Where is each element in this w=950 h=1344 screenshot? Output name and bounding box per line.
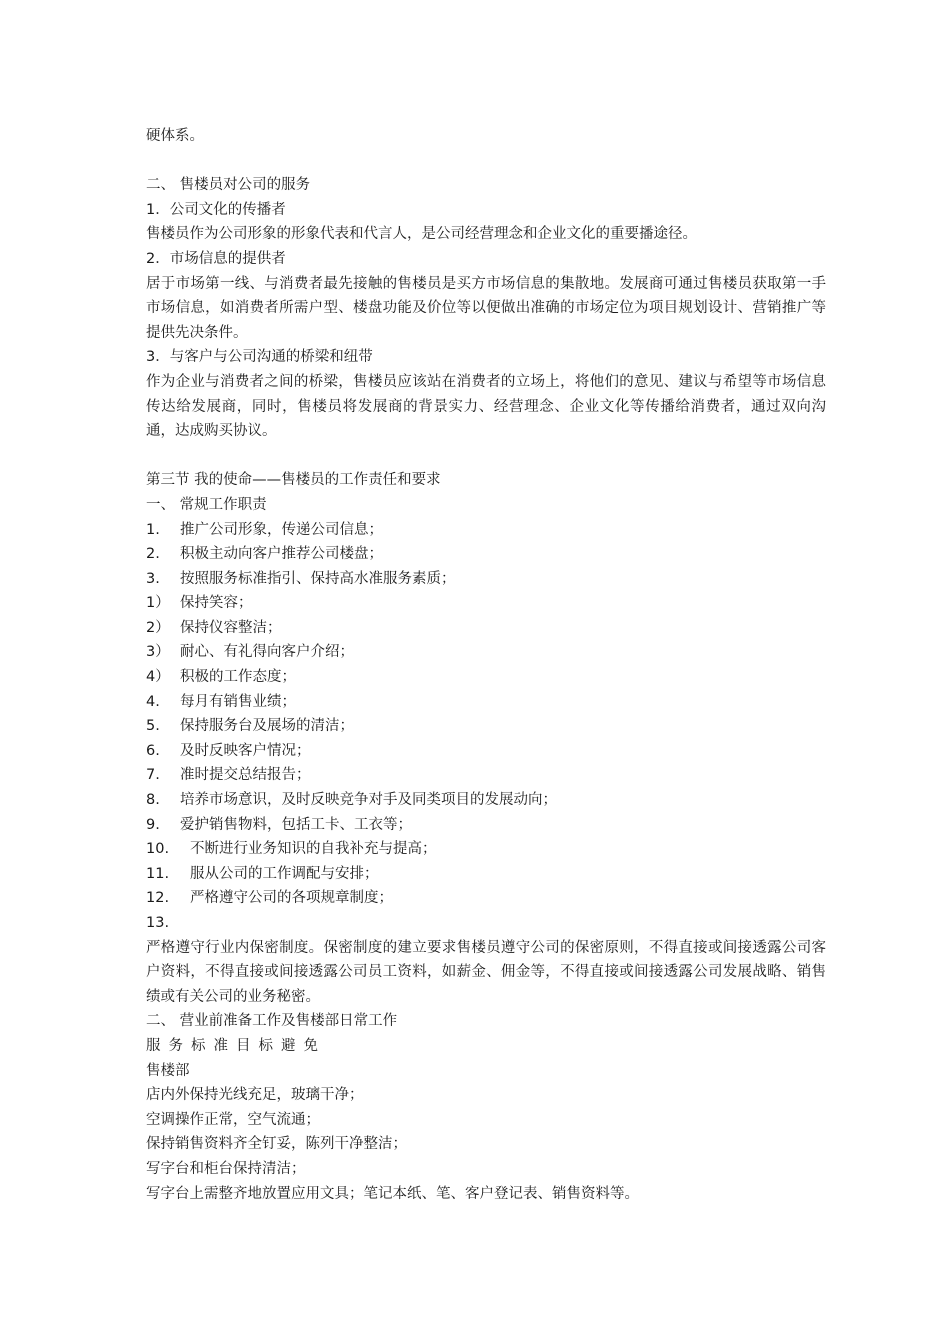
list-text: 推广公司形象，传递公司信息； <box>180 521 383 538</box>
list-item <box>146 837 826 862</box>
list-text: 耐心、有礼得向客户介绍； <box>180 644 354 661</box>
list-number: 12. <box>146 890 170 907</box>
subheading: 1．公司文化的传播者 <box>146 201 286 218</box>
list-number: 4） <box>146 669 170 686</box>
list-item <box>146 690 826 715</box>
list-item <box>146 862 826 887</box>
list-number: 5. <box>146 718 160 735</box>
list-number: 11. <box>146 865 170 882</box>
list-text: 积极主动向客户推荐公司楼盘； <box>180 546 383 563</box>
blank-line <box>146 444 826 469</box>
document-page <box>146 124 826 1206</box>
list-text: 准时提交总结报告； <box>180 767 311 784</box>
duty-list <box>146 518 826 936</box>
paragraph: 保持销售资料齐全钉妥，陈列干净整洁； <box>146 1136 407 1153</box>
list-item <box>146 911 826 936</box>
list-item <box>146 714 826 739</box>
list-text: 保持服务台及展场的清洁； <box>180 718 354 735</box>
list-text: 按照服务标准指引、保持高水准服务素质； <box>180 570 456 587</box>
list-number: 2. <box>146 546 160 563</box>
list-text: 积极的工作态度； <box>180 669 296 686</box>
list-number: 4. <box>146 693 160 710</box>
list-item <box>146 788 826 813</box>
list-number: 9. <box>146 816 160 833</box>
list-text: 及时反映客户情况； <box>180 742 311 759</box>
section-heading: 二、 营业前准备工作及售楼部日常工作 <box>146 1013 398 1030</box>
table-header-row: 服务标准目标避免 <box>146 1037 326 1054</box>
paragraph: 严格遵守行业内保密制度。保密制度的建立要求售楼员遵守公司的保密原则，不得直接或间接透露公司客户资料，不得直接或间接透露公司员工资料，如薪金、佣金等，不得直接或间接透露公司发展战略、销售绩或有关公司的业务秘密。 <box>146 939 826 1005</box>
list-number: 3. <box>146 570 160 587</box>
list-number: 13. <box>146 915 170 931</box>
list-item <box>146 665 826 690</box>
list-number: 2） <box>146 619 170 636</box>
paragraph: 写字台和柜台保持清洁； <box>146 1160 306 1177</box>
paragraph: 作为企业与消费者之间的桥梁，售楼员应该站在消费者的立场上，将他们的意见、建议与希望等市场信息传达给发展商，同时，售楼员将发展商的背景实力、经营理念、企业文化等传播给消费者，通过双向沟通，达成购买协议。 <box>146 373 826 440</box>
paragraph: 店内外保持光线充足，玻璃干净； <box>146 1087 364 1104</box>
list-number: 3） <box>146 644 170 661</box>
list-item <box>146 518 826 543</box>
list-text: 保持笑容； <box>180 595 253 612</box>
list-item <box>146 886 826 911</box>
blank-line <box>146 149 826 174</box>
list-text: 服从公司的工作调配与安排； <box>190 865 379 882</box>
list-item <box>146 567 826 592</box>
list-item <box>146 640 826 665</box>
list-text: 不断进行业务知识的自我补充与提高； <box>190 841 437 858</box>
section-heading: 一、 常规工作职责 <box>146 496 267 513</box>
paragraph: 售楼员作为公司形象的形象代表和代言人，是公司经营理念和企业文化的重要播途径。 <box>146 226 697 243</box>
list-item <box>146 763 826 788</box>
paragraph: 空调操作正常，空气流通； <box>146 1111 320 1128</box>
subheading: 3．与客户与公司沟通的桥梁和纽带 <box>146 349 373 366</box>
list-text: 严格遵守公司的各项规章制度； <box>190 890 393 907</box>
paragraph: 写字台上需整齐地放置应用文具；笔记本纸、笔、客户登记表、销售资料等。 <box>146 1185 639 1202</box>
list-text: 保持仪容整洁； <box>180 619 282 636</box>
paragraph: 售楼部 <box>146 1062 190 1079</box>
list-item <box>146 813 826 838</box>
list-number: 1. <box>146 521 160 538</box>
list-item <box>146 739 826 764</box>
list-number: 10. <box>146 841 170 858</box>
paragraph: 居于市场第一线、与消费者最先接触的售楼员是买方市场信息的集散地。发展商可通过售楼员获取第一手市场信息，如消费者所需户型、楼盘功能及价位等以便做出准确的市场定位为项目规划设计、营销推广等提供先决条件。 <box>146 275 826 341</box>
subheading: 2．市场信息的提供者 <box>146 250 286 267</box>
paragraph: 硬体系。 <box>146 128 204 144</box>
list-item <box>146 542 826 567</box>
list-item <box>146 616 826 641</box>
section-heading: 二、 售楼员对公司的服务 <box>146 177 311 194</box>
list-text: 每月有销售业绩； <box>180 693 296 710</box>
list-item <box>146 591 826 616</box>
list-text: 爱护销售物料，包括工卡、工衣等； <box>180 816 412 833</box>
list-number: 6. <box>146 742 160 759</box>
list-number: 7. <box>146 767 160 784</box>
list-number: 1） <box>146 595 170 612</box>
list-text: 培养市场意识，及时反映竞争对手及同类项目的发展动向； <box>180 792 557 809</box>
chapter-heading: 第三节 我的使命——售楼员的工作责任和要求 <box>146 472 441 489</box>
list-number: 8. <box>146 792 160 809</box>
